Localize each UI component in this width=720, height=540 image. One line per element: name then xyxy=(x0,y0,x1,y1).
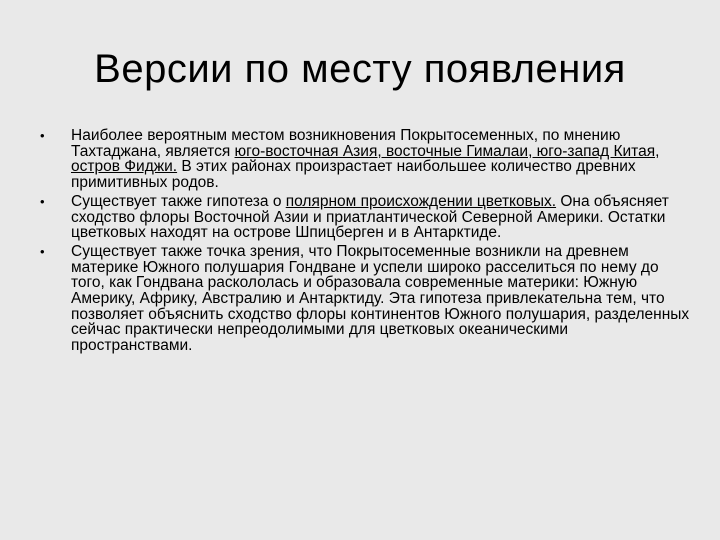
bullet-dot-icon: • xyxy=(40,243,45,259)
hyperlink-region-list[interactable]: юго-восточная Азия, восточные Гималаи, юго-запад Китая, остров Фиджи. xyxy=(71,142,660,176)
slide-title: Версии по месту появления xyxy=(94,47,626,91)
bullet-text: Существует также точка зрения, что Покрытосеменные возникли на древнем материке Южного полушария Гондване и успели широко расселиться по нему до того, как Гондвана раскололась и образовала современные материки: Южную Америку, Африку, Австралию и Антарктиду. Эта гипотеза привлекательна тем, что позволяет объяснить сходство флоры континентов Южного полушария, разделенных сейчас практически непреодолимыми для цветковых океаническими пространствами. xyxy=(71,242,690,355)
hyperlink-polar-origin[interactable]: полярном происхождении цветковых. xyxy=(285,192,557,210)
bullet-item-polar-origin xyxy=(40,194,690,241)
bullet-text: Наиболее вероятным местом возникновения Покрытосеменных, по мнению Тахтаджана, является xyxy=(71,127,621,160)
bullet-dot-icon: • xyxy=(40,128,45,143)
bullet-text: Существует также гипотеза о xyxy=(71,192,286,210)
bullet-text: Она объясняет сходство флоры Восточной Азии и приатлантической Северной Америки. Остатки цветковых находят на острове Шпицберген и в Антарктиде. xyxy=(71,192,669,242)
bullet-item-gondwana xyxy=(40,244,690,354)
bullet-list xyxy=(40,128,690,357)
bullet-text: В этих районах произрастает наибольшее количество древних примитивных родов. xyxy=(71,158,636,192)
bullet-item-tropical-asia xyxy=(40,128,690,191)
bullet-dot-icon: • xyxy=(40,193,45,209)
